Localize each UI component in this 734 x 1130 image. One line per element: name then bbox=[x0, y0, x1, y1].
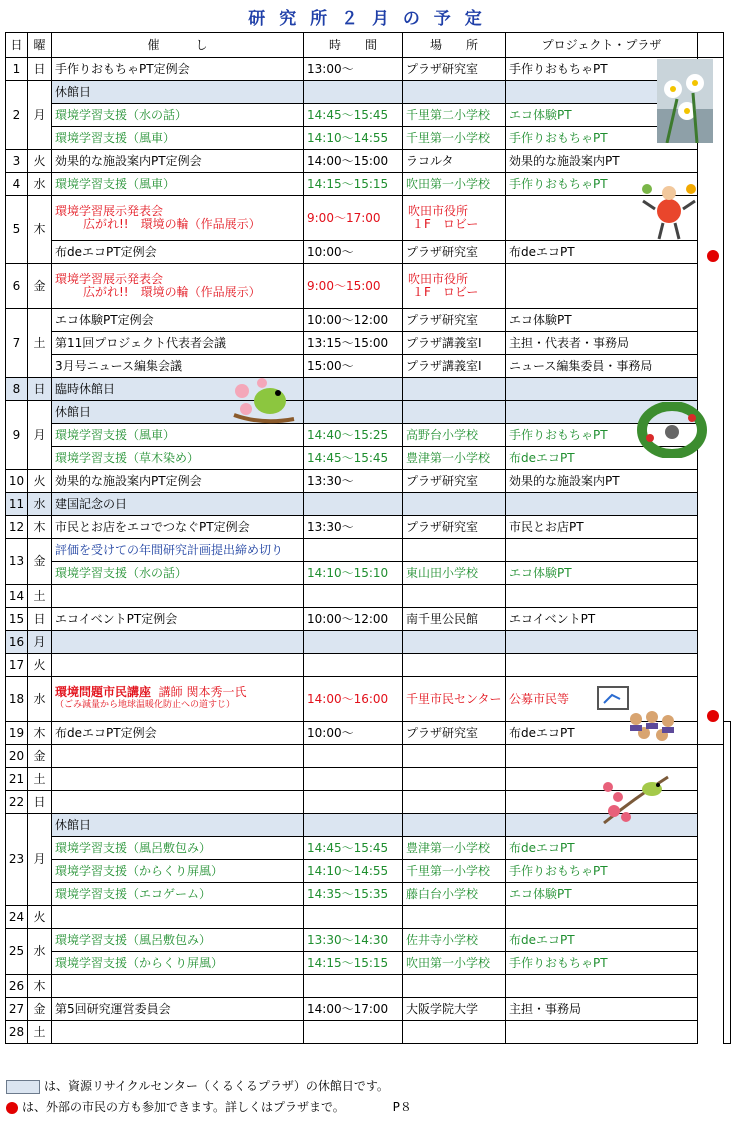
table-cell bbox=[304, 814, 403, 837]
table-cell bbox=[506, 975, 698, 998]
table-row bbox=[6, 378, 731, 401]
table-cell: 11 bbox=[6, 493, 28, 516]
table-cell: 14:10～14:55 bbox=[304, 860, 403, 883]
table-row bbox=[6, 173, 731, 196]
table-cell: 14:00～16:00 bbox=[304, 677, 403, 722]
table-cell: プラザ講義室Ⅰ bbox=[403, 355, 506, 378]
table-cell: 10:00～12:00 bbox=[304, 608, 403, 631]
header-place: 場 所 bbox=[403, 33, 506, 58]
table-cell: 15:00～ bbox=[304, 355, 403, 378]
table-cell: 月 bbox=[28, 401, 52, 470]
table-cell bbox=[403, 814, 506, 837]
table-cell: 2 bbox=[6, 81, 28, 150]
table-cell bbox=[52, 906, 304, 929]
table-cell bbox=[304, 654, 403, 677]
table-row bbox=[6, 424, 731, 447]
table-cell bbox=[304, 378, 403, 401]
table-cell: 14:10～15:10 bbox=[304, 562, 403, 585]
public-event-swatch bbox=[6, 1102, 18, 1114]
table-cell: 13:30～ bbox=[304, 470, 403, 493]
table-cell: 7 bbox=[6, 309, 28, 378]
table-cell: エコイベントPT定例会 bbox=[52, 608, 304, 631]
table-cell: プラザ研究室 bbox=[403, 309, 506, 332]
table-cell bbox=[304, 975, 403, 998]
header-time: 時 間 bbox=[304, 33, 403, 58]
table-cell bbox=[52, 677, 304, 722]
table-cell: 市民とお店PT bbox=[506, 516, 698, 539]
table-cell: 26 bbox=[6, 975, 28, 998]
cell-text: 吹田市役所 bbox=[408, 204, 469, 218]
table-cell bbox=[403, 1021, 506, 1044]
table-cell: 休館日 bbox=[52, 814, 304, 837]
table-cell bbox=[506, 539, 698, 562]
table-cell: 水 bbox=[28, 929, 52, 975]
table-row bbox=[6, 470, 731, 493]
legend-closed: は、資源リサイクルセンター（くるくるプラザ）の休館日です。 bbox=[6, 1077, 389, 1094]
mark-column bbox=[698, 58, 724, 745]
table-row bbox=[6, 585, 731, 608]
table-cell: 環境学習支援（草木染め） bbox=[52, 447, 304, 470]
table-cell: 13 bbox=[6, 539, 28, 585]
table-cell: 28 bbox=[6, 1021, 28, 1044]
page-title: 研 究 所 ２ 月 の 予 定 bbox=[248, 9, 486, 29]
table-cell: 14:40～15:25 bbox=[304, 424, 403, 447]
table-cell: 公募市民等 bbox=[506, 677, 698, 722]
table-row bbox=[6, 447, 731, 470]
bird-blossom-illustration bbox=[232, 375, 296, 431]
table-cell: 火 bbox=[28, 906, 52, 929]
table-cell: 佐井寺小学校 bbox=[403, 929, 506, 952]
table-cell bbox=[304, 745, 403, 768]
table-cell: 千里第一小学校 bbox=[403, 860, 506, 883]
table-cell: プラザ研究室 bbox=[403, 58, 506, 81]
table-cell: 20 bbox=[6, 745, 28, 768]
table-cell: 14:45～15:45 bbox=[304, 104, 403, 127]
table-cell: 効果的な施設案内PT定例会 bbox=[52, 470, 304, 493]
table-cell bbox=[403, 585, 506, 608]
table-cell bbox=[52, 654, 304, 677]
table-cell: 手作りおもちゃPT bbox=[506, 173, 698, 196]
table-cell: 13:00～ bbox=[304, 58, 403, 81]
table-cell: 布deエコPT定例会 bbox=[52, 241, 304, 264]
table-cell: 4 bbox=[6, 173, 28, 196]
table-cell: 水 bbox=[28, 173, 52, 196]
table-cell: 布deエコPT定例会 bbox=[52, 722, 304, 745]
table-cell: 3月号ニュース編集会議 bbox=[52, 355, 304, 378]
table-cell bbox=[403, 401, 506, 424]
table-cell: 10:00～ bbox=[304, 722, 403, 745]
table-cell: エコ体験PT bbox=[506, 309, 698, 332]
table-cell: 木 bbox=[28, 975, 52, 998]
cell-text: 吹田市役所 bbox=[408, 272, 469, 286]
table-cell: 吹田第一小学校 bbox=[403, 952, 506, 975]
table-cell bbox=[403, 196, 506, 241]
table-cell: 土 bbox=[28, 1021, 52, 1044]
table-cell: 効果的な施設案内PT定例会 bbox=[52, 150, 304, 173]
table-row bbox=[6, 975, 731, 998]
table-row bbox=[6, 929, 731, 952]
table-row bbox=[6, 631, 731, 654]
table-cell bbox=[403, 539, 506, 562]
table-row bbox=[6, 332, 731, 355]
table-cell bbox=[304, 81, 403, 104]
table-cell: 水 bbox=[28, 493, 52, 516]
table-cell: 千里第一小学校 bbox=[403, 127, 506, 150]
table-cell: 藤白台小学校 bbox=[403, 883, 506, 906]
table-cell bbox=[304, 401, 403, 424]
table-cell: 23 bbox=[6, 814, 28, 906]
table-row bbox=[6, 1021, 731, 1044]
table-cell: 14 bbox=[6, 585, 28, 608]
table-cell: 14:00～17:00 bbox=[304, 998, 403, 1021]
table-cell bbox=[403, 745, 506, 768]
table-cell: 豊津第一小学校 bbox=[403, 447, 506, 470]
table-cell: 22 bbox=[6, 791, 28, 814]
table-cell bbox=[506, 906, 698, 929]
header-row bbox=[6, 33, 731, 58]
table-cell bbox=[403, 768, 506, 791]
header-mark bbox=[698, 33, 724, 58]
table-cell: 6 bbox=[6, 264, 28, 309]
table-cell bbox=[403, 906, 506, 929]
table-cell bbox=[52, 745, 304, 768]
table-cell: 10 bbox=[6, 470, 28, 493]
flower-bird-illustration bbox=[600, 767, 672, 829]
table-row bbox=[6, 860, 731, 883]
table-cell bbox=[724, 722, 731, 1044]
table-cell: プラザ研究室 bbox=[403, 516, 506, 539]
table-cell: 14:45～15:45 bbox=[304, 837, 403, 860]
table-cell: 25 bbox=[6, 929, 28, 975]
table-cell bbox=[52, 768, 304, 791]
table-row bbox=[6, 562, 731, 585]
table-cell: 14:15～15:15 bbox=[304, 952, 403, 975]
table-cell: プラザ講義室Ⅰ bbox=[403, 332, 506, 355]
wreath-illustration bbox=[636, 402, 708, 458]
table-cell: 火 bbox=[28, 654, 52, 677]
table-cell: 効果的な施設案内PT bbox=[506, 470, 698, 493]
table-cell: 18 bbox=[6, 677, 28, 722]
table-cell: 14:10～14:55 bbox=[304, 127, 403, 150]
table-cell: 9:00～17:00 bbox=[304, 196, 403, 241]
table-row bbox=[6, 952, 731, 975]
table-cell: 建国記念の日 bbox=[52, 493, 304, 516]
table-row bbox=[6, 309, 731, 332]
table-cell: 19 bbox=[6, 722, 28, 745]
table-cell: 金 bbox=[28, 998, 52, 1021]
table-cell: 月 bbox=[28, 81, 52, 150]
cell-text: 講師 関本秀一氏 bbox=[158, 685, 247, 699]
table-cell bbox=[304, 906, 403, 929]
cell-text: 広がれ!! 環境の輪（作品展示） bbox=[83, 285, 261, 299]
cell-text: 環境問題市民講座 bbox=[55, 685, 152, 699]
table-cell: 日 bbox=[28, 58, 52, 81]
table-cell: 環境学習支援（エコゲーム） bbox=[52, 883, 304, 906]
table-cell: エコ体験PT bbox=[506, 883, 698, 906]
table-cell: 環境学習支援（風呂敷包み） bbox=[52, 929, 304, 952]
cell-text: 環境学習展示発表会 bbox=[55, 204, 164, 218]
table-cell: 木 bbox=[28, 196, 52, 264]
table-cell: 10:00～ bbox=[304, 241, 403, 264]
table-cell: 南千里公民館 bbox=[403, 608, 506, 631]
children-illustration bbox=[639, 183, 699, 241]
table-cell: 月 bbox=[28, 631, 52, 654]
table-cell bbox=[506, 1021, 698, 1044]
table-cell bbox=[403, 378, 506, 401]
table-cell: 東山田小学校 bbox=[403, 562, 506, 585]
table-cell: 日 bbox=[28, 378, 52, 401]
table-cell: 環境学習支援（水の話） bbox=[52, 562, 304, 585]
table-row bbox=[6, 127, 731, 150]
table-cell: 火 bbox=[28, 470, 52, 493]
table-cell bbox=[52, 585, 304, 608]
table-cell: 土 bbox=[28, 768, 52, 791]
table-cell: 大阪学院大学 bbox=[403, 998, 506, 1021]
table-cell: 月 bbox=[28, 814, 52, 906]
table-cell: 日 bbox=[28, 608, 52, 631]
schedule-table bbox=[5, 32, 731, 1044]
table-cell bbox=[304, 791, 403, 814]
table-cell: 環境学習支援（からくり屏風） bbox=[52, 860, 304, 883]
table-cell: 14:15～15:15 bbox=[304, 173, 403, 196]
table-cell: ラコルタ bbox=[403, 150, 506, 173]
table-cell: 21 bbox=[6, 768, 28, 791]
legend-public: は、外部の市民の方も参加できます。詳しくはプラザまで。 P８ bbox=[6, 1098, 412, 1115]
table-row bbox=[6, 264, 731, 309]
table-row bbox=[6, 104, 731, 127]
table-cell bbox=[506, 745, 698, 768]
table-cell bbox=[304, 1021, 403, 1044]
table-row bbox=[6, 516, 731, 539]
cell-text: （ごみ減量から地球温暖化防止への道すじ） bbox=[55, 700, 236, 710]
table-cell: 布deエコPT bbox=[506, 929, 698, 952]
table-row bbox=[6, 241, 731, 264]
table-cell: プラザ研究室 bbox=[403, 722, 506, 745]
table-cell: 3 bbox=[6, 150, 28, 173]
table-cell: 13:15～15:00 bbox=[304, 332, 403, 355]
table-cell: 12 bbox=[6, 516, 28, 539]
table-cell: 豊津第一小学校 bbox=[403, 837, 506, 860]
table-cell: 千里第二小学校 bbox=[403, 104, 506, 127]
table-row bbox=[6, 355, 731, 378]
header-project: プロジェクト・プラザ bbox=[506, 33, 698, 58]
table-cell: 16 bbox=[6, 631, 28, 654]
table-row bbox=[6, 906, 731, 929]
table-row bbox=[6, 608, 731, 631]
table-cell bbox=[52, 1021, 304, 1044]
table-row bbox=[6, 998, 731, 1021]
table-cell: 高野台小学校 bbox=[403, 424, 506, 447]
table-row bbox=[6, 745, 731, 768]
table-cell: 主担・事務局 bbox=[506, 998, 698, 1021]
table-row bbox=[6, 539, 731, 562]
table-cell: 水 bbox=[28, 677, 52, 722]
table-cell bbox=[52, 631, 304, 654]
table-cell: 9 bbox=[6, 401, 28, 470]
table-cell: 27 bbox=[6, 998, 28, 1021]
table-row bbox=[6, 493, 731, 516]
table-cell: 環境学習支援（風車） bbox=[52, 127, 304, 150]
table-cell bbox=[506, 493, 698, 516]
table-cell: 木 bbox=[28, 516, 52, 539]
table-cell bbox=[304, 631, 403, 654]
table-cell: 評価を受けての年間研究計画提出締め切り bbox=[52, 539, 304, 562]
table-cell: 土 bbox=[28, 585, 52, 608]
lecture-illustration bbox=[594, 683, 686, 743]
table-row bbox=[6, 883, 731, 906]
table-cell bbox=[403, 975, 506, 998]
table-cell bbox=[403, 493, 506, 516]
table-row bbox=[6, 58, 731, 81]
table-cell: 臨時休館日 bbox=[52, 378, 304, 401]
table-cell: 主担・代表者・事務局 bbox=[506, 332, 698, 355]
table-cell: 布deエコPT bbox=[506, 837, 698, 860]
table-cell bbox=[403, 631, 506, 654]
table-row bbox=[6, 654, 731, 677]
table-cell: 金 bbox=[28, 264, 52, 309]
table-cell bbox=[52, 791, 304, 814]
table-cell bbox=[403, 264, 506, 309]
table-cell: 休館日 bbox=[52, 401, 304, 424]
table-cell bbox=[304, 768, 403, 791]
table-cell: 8 bbox=[6, 378, 28, 401]
table-cell: 環境学習支援（風呂敷包み） bbox=[52, 837, 304, 860]
table-cell bbox=[506, 585, 698, 608]
table-cell: 効果的な施設案内PT bbox=[506, 150, 698, 173]
table-cell: 布deエコPT bbox=[506, 447, 698, 470]
table-cell: 火 bbox=[28, 150, 52, 173]
table-cell: 環境学習支援（風車） bbox=[52, 424, 304, 447]
table-cell: 14:00～15:00 bbox=[304, 150, 403, 173]
cell-text: １F ロビー bbox=[412, 285, 479, 299]
table-cell bbox=[304, 493, 403, 516]
table-cell: 14:35～15:35 bbox=[304, 883, 403, 906]
table-cell: 日 bbox=[28, 791, 52, 814]
cell-text: 環境学習展示発表会 bbox=[55, 272, 164, 286]
public-event-dot bbox=[707, 710, 719, 722]
table-cell: 10:00～12:00 bbox=[304, 309, 403, 332]
public-event-dot bbox=[707, 250, 719, 262]
table-row bbox=[6, 401, 731, 424]
header-weekday: 曜 bbox=[28, 33, 52, 58]
table-cell: 木 bbox=[28, 722, 52, 745]
table-cell: ニュース編集委員・事務局 bbox=[506, 355, 698, 378]
table-cell: 環境学習支援（からくり屏風） bbox=[52, 952, 304, 975]
cell-text: １F ロビー bbox=[412, 217, 479, 231]
table-cell bbox=[506, 264, 698, 309]
cell-text: 広がれ!! 環境の輪（作品展示） bbox=[83, 217, 261, 231]
table-cell bbox=[52, 264, 304, 309]
table-cell: プラザ研究室 bbox=[403, 470, 506, 493]
table-cell bbox=[506, 378, 698, 401]
table-cell: 金 bbox=[28, 745, 52, 768]
header-event: 催 し bbox=[52, 33, 304, 58]
table-cell: 千里市民センター bbox=[403, 677, 506, 722]
table-cell: 17 bbox=[6, 654, 28, 677]
table-cell: 布deエコPT bbox=[506, 722, 698, 745]
table-cell: 24 bbox=[6, 906, 28, 929]
table-cell: エコイベントPT bbox=[506, 608, 698, 631]
table-cell bbox=[52, 196, 304, 241]
table-cell: 第5回研究運営委員会 bbox=[52, 998, 304, 1021]
table-cell: 市民とお店をエコでつなぐPT定例会 bbox=[52, 516, 304, 539]
table-cell: 13:30～14:30 bbox=[304, 929, 403, 952]
table-cell: 手作りおもちゃPT定例会 bbox=[52, 58, 304, 81]
table-cell: 手作りおもちゃPT bbox=[506, 127, 698, 150]
table-cell: 環境学習支援（風車） bbox=[52, 173, 304, 196]
daffodil-illustration bbox=[657, 59, 713, 143]
table-cell: 手作りおもちゃPT bbox=[506, 860, 698, 883]
table-cell: エコ体験PT bbox=[506, 562, 698, 585]
table-cell: 休館日 bbox=[52, 81, 304, 104]
table-cell: 9:00～15:00 bbox=[304, 264, 403, 309]
table-row bbox=[6, 196, 731, 241]
table-cell: 1 bbox=[6, 58, 28, 81]
closed-day-swatch bbox=[6, 1080, 40, 1094]
table-cell bbox=[403, 81, 506, 104]
table-row bbox=[6, 81, 731, 104]
table-cell: 手作りおもちゃPT bbox=[506, 424, 698, 447]
table-cell: 5 bbox=[6, 196, 28, 264]
table-cell: エコ体験PT定例会 bbox=[52, 309, 304, 332]
table-cell bbox=[304, 539, 403, 562]
header-day: 日 bbox=[6, 33, 28, 58]
table-cell: 布deエコPT bbox=[506, 241, 698, 264]
table-cell bbox=[403, 791, 506, 814]
table-cell: 土 bbox=[28, 309, 52, 378]
table-row bbox=[6, 150, 731, 173]
table-cell bbox=[52, 975, 304, 998]
table-cell bbox=[304, 585, 403, 608]
table-cell: 環境学習支援（水の話） bbox=[52, 104, 304, 127]
table-cell: 手作りおもちゃPT bbox=[506, 952, 698, 975]
table-cell bbox=[506, 631, 698, 654]
table-cell: 吹田第一小学校 bbox=[403, 173, 506, 196]
table-cell: 14:45～15:45 bbox=[304, 447, 403, 470]
table-cell: 金 bbox=[28, 539, 52, 585]
table-cell bbox=[403, 654, 506, 677]
table-cell: エコ体験PT bbox=[506, 104, 698, 127]
table-cell: プラザ研究室 bbox=[403, 241, 506, 264]
table-cell: 第11回プロジェクト代表者会議 bbox=[52, 332, 304, 355]
table-cell: 15 bbox=[6, 608, 28, 631]
table-cell: 13:30～ bbox=[304, 516, 403, 539]
page-number: P８ bbox=[392, 1100, 412, 1114]
table-cell bbox=[506, 654, 698, 677]
table-cell: 手作りおもちゃPT bbox=[506, 58, 698, 81]
table-row bbox=[6, 837, 731, 860]
